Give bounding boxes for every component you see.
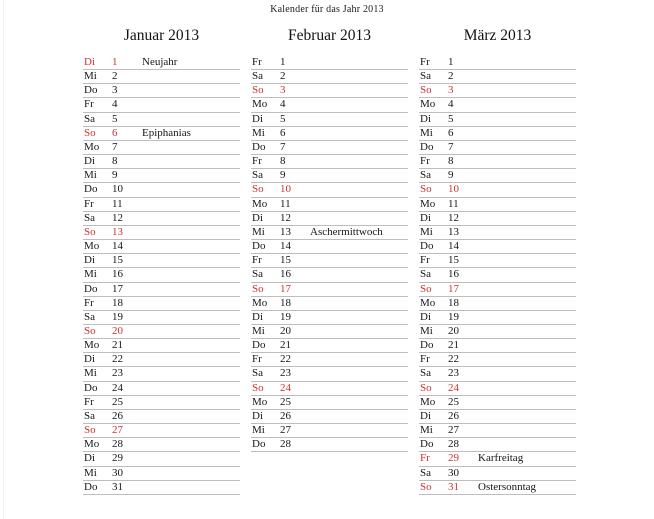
calendar-day-row: [419, 396, 576, 410]
weekday-label: Di: [252, 112, 263, 125]
month-rows: [83, 56, 240, 495]
calendar-day-row: [83, 367, 240, 381]
day-number: 7: [112, 140, 118, 153]
day-number: 10: [112, 183, 123, 196]
calendar-day-row: [83, 467, 240, 481]
day-number: 11: [112, 197, 123, 210]
calendar-day-row: [83, 226, 240, 240]
month-rows: [251, 56, 408, 452]
day-number: 14: [280, 240, 291, 253]
weekday-label: Sa: [84, 211, 95, 224]
weekday-label: Fr: [84, 395, 94, 408]
calendar-day-row: [83, 481, 240, 495]
calendar-day-row: [419, 127, 576, 141]
calendar-day-row: [83, 169, 240, 183]
weekday-label: Fr: [252, 155, 262, 168]
day-number: 28: [448, 438, 459, 451]
weekday-label: So: [420, 480, 432, 493]
day-number: 13: [448, 225, 459, 238]
day-number: 16: [448, 268, 459, 281]
weekday-label: Sa: [420, 367, 431, 380]
weekday-label: Sa: [420, 466, 431, 479]
day-number: 3: [280, 84, 286, 97]
month-title: März 2013: [463, 27, 532, 44]
weekday-label: So: [252, 282, 264, 295]
day-number: 4: [280, 98, 286, 111]
calendar-day-row: [419, 339, 576, 353]
weekday-label: Do: [252, 240, 266, 253]
calendar-day-row: [83, 283, 240, 297]
day-number: 6: [448, 126, 454, 139]
calendar-day-row: [419, 367, 576, 381]
calendar-day-row: [83, 113, 240, 127]
day-number: 12: [112, 211, 123, 224]
day-number: 9: [448, 169, 454, 182]
weekday-label: Mo: [420, 98, 436, 111]
day-number: 22: [448, 353, 459, 366]
day-number: 23: [448, 367, 459, 380]
weekday-label: So: [84, 225, 96, 238]
day-number: 20: [280, 324, 291, 337]
weekday-label: Do: [420, 140, 434, 153]
calendar-day-row: [419, 198, 576, 212]
day-number: 29: [112, 452, 123, 465]
day-number: 11: [280, 197, 291, 210]
calendar-day-row: [83, 311, 240, 325]
day-number: 7: [280, 140, 286, 153]
weekday-label: Mo: [420, 197, 436, 210]
weekday-label: Mo: [420, 296, 436, 309]
weekday-label: Fr: [84, 98, 94, 111]
weekday-label: Mi: [420, 225, 433, 238]
day-number: 19: [280, 310, 291, 323]
weekday-label: Do: [84, 480, 98, 493]
weekday-label: Mi: [252, 126, 265, 139]
weekday-label: Di: [420, 409, 431, 422]
weekday-label: Mi: [84, 268, 97, 281]
day-number: 6: [280, 126, 286, 139]
holiday-label: Neujahr: [142, 56, 178, 68]
calendar-day-row: [251, 339, 408, 353]
weekday-label: Mi: [252, 225, 265, 238]
weekday-label: So: [84, 424, 96, 437]
calendar-day-row: [251, 438, 408, 452]
calendar-day-row: [419, 311, 576, 325]
weekday-label: Di: [84, 56, 95, 68]
day-number: 5: [280, 112, 286, 125]
calendar-day-row: [251, 283, 408, 297]
day-number: 26: [280, 409, 291, 422]
calendar-day-row: [251, 98, 408, 112]
weekday-label: So: [252, 381, 264, 394]
day-number: 27: [280, 424, 291, 437]
day-number: 19: [112, 310, 123, 323]
calendar-day-row: [251, 268, 408, 282]
holiday-label: Karfreitag: [478, 452, 524, 465]
day-number: 17: [112, 282, 123, 295]
calendar-day-row: [251, 424, 408, 438]
weekday-label: Mo: [84, 240, 100, 253]
weekday-label: So: [252, 183, 264, 196]
day-number: 4: [112, 98, 118, 111]
calendar-day-row: [251, 169, 408, 183]
calendar-day-row: [83, 240, 240, 254]
weekday-label: Mi: [84, 70, 97, 83]
day-number: 24: [280, 381, 291, 394]
day-number: 21: [280, 339, 291, 352]
day-number: 21: [112, 339, 123, 352]
day-number: 27: [448, 424, 459, 437]
day-number: 7: [448, 140, 454, 153]
calendar-day-row: [251, 226, 408, 240]
calendar-day-row: [251, 254, 408, 268]
weekday-label: Sa: [84, 409, 95, 422]
weekday-label: Di: [252, 211, 263, 224]
day-number: 29: [448, 452, 459, 465]
calendar-day-row: [83, 268, 240, 282]
calendar-day-row: [83, 84, 240, 98]
day-number: 10: [448, 183, 459, 196]
day-number: 15: [448, 254, 459, 267]
weekday-label: So: [420, 381, 432, 394]
day-number: 8: [112, 155, 118, 168]
calendar-day-row: [419, 353, 576, 367]
weekday-label: Do: [420, 240, 434, 253]
calendar-day-row: [251, 240, 408, 254]
weekday-label: Mo: [252, 197, 268, 210]
weekday-label: Mi: [84, 169, 97, 182]
day-number: 18: [448, 296, 459, 309]
weekday-label: Sa: [420, 70, 431, 83]
calendar-day-row: [251, 141, 408, 155]
day-number: 18: [112, 296, 123, 309]
day-number: 13: [112, 225, 123, 238]
weekday-label: Mo: [252, 395, 268, 408]
month-rows: [419, 56, 576, 495]
day-number: 14: [112, 240, 123, 253]
weekday-label: Do: [252, 140, 266, 153]
calendar-day-row: [419, 325, 576, 339]
weekday-label: Mo: [84, 339, 100, 352]
weekday-label: Sa: [252, 70, 263, 83]
weekday-label: Mo: [252, 98, 268, 111]
weekday-label: Do: [84, 381, 98, 394]
day-number: 23: [280, 367, 291, 380]
weekday-label: Do: [252, 339, 266, 352]
day-number: 1: [280, 56, 286, 68]
calendar-day-row: [419, 283, 576, 297]
calendar-day-row: [251, 382, 408, 396]
month-column: [83, 27, 240, 495]
weekday-label: Do: [84, 183, 98, 196]
day-number: 11: [448, 197, 459, 210]
calendar-day-row: [83, 396, 240, 410]
holiday-label: Ostersonntag: [478, 480, 537, 493]
day-number: 25: [448, 395, 459, 408]
day-number: 2: [280, 70, 286, 83]
weekday-label: Fr: [252, 353, 262, 366]
weekday-label: So: [84, 126, 96, 139]
calendar-day-row: [419, 56, 576, 70]
weekday-label: Mo: [84, 140, 100, 153]
weekday-label: Di: [420, 211, 431, 224]
calendar-day-row: [251, 396, 408, 410]
weekday-label: Di: [84, 452, 95, 465]
day-number: 30: [448, 466, 459, 479]
weekday-label: Mi: [420, 424, 433, 437]
calendar-day-row: [251, 325, 408, 339]
calendar-day-row: [419, 467, 576, 481]
calendar-day-row: [251, 56, 408, 70]
calendar-day-row: [83, 254, 240, 268]
calendar-day-row: [419, 183, 576, 197]
calendar-day-row: [83, 410, 240, 424]
calendar-day-row: [251, 198, 408, 212]
day-number: 12: [280, 211, 291, 224]
day-number: 26: [448, 409, 459, 422]
calendar-day-row: [419, 226, 576, 240]
day-number: 25: [112, 395, 123, 408]
calendar-day-row: [251, 367, 408, 381]
day-number: 1: [112, 56, 118, 68]
calendar-day-row: [419, 141, 576, 155]
weekday-label: So: [84, 324, 96, 337]
calendar-day-row: [419, 452, 576, 466]
weekday-label: Fr: [84, 197, 94, 210]
calendar-day-row: [419, 155, 576, 169]
weekday-label: Fr: [420, 254, 430, 267]
calendar-day-row: [83, 297, 240, 311]
day-number: 6: [112, 126, 118, 139]
day-number: 8: [448, 155, 454, 168]
weekday-label: Mi: [84, 466, 97, 479]
calendar-day-row: [83, 382, 240, 396]
weekday-label: Fr: [420, 56, 430, 68]
day-number: 5: [448, 112, 454, 125]
day-number: 28: [112, 438, 123, 451]
calendar-day-row: [419, 481, 576, 495]
day-number: 20: [448, 324, 459, 337]
day-number: 9: [112, 169, 118, 182]
calendar-day-row: [419, 382, 576, 396]
weekday-label: So: [420, 183, 432, 196]
weekday-label: Sa: [252, 367, 263, 380]
weekday-label: Mo: [84, 438, 100, 451]
weekday-label: Sa: [84, 310, 95, 323]
calendar-day-row: [83, 98, 240, 112]
calendar-day-row: [419, 212, 576, 226]
calendar-day-row: [83, 339, 240, 353]
weekday-label: Mi: [252, 424, 265, 437]
calendar-day-row: [419, 297, 576, 311]
weekday-label: Sa: [84, 112, 95, 125]
calendar-day-row: [419, 169, 576, 183]
calendar-day-row: [251, 410, 408, 424]
calendar-day-row: [83, 198, 240, 212]
day-number: 17: [448, 282, 459, 295]
calendar-day-row: [83, 141, 240, 155]
weekday-label: So: [420, 282, 432, 295]
weekday-label: Do: [84, 282, 98, 295]
calendar-day-row: [419, 268, 576, 282]
calendar-day-row: [83, 155, 240, 169]
holiday-label: Aschermittwoch: [310, 225, 383, 238]
weekday-label: Di: [420, 112, 431, 125]
day-number: 21: [448, 339, 459, 352]
calendar-day-row: [419, 84, 576, 98]
weekday-label: Sa: [252, 169, 263, 182]
day-number: 14: [448, 240, 459, 253]
calendar-day-row: [251, 297, 408, 311]
calendar-day-row: [83, 56, 240, 70]
month-title: Februar 2013: [287, 27, 372, 44]
day-number: 20: [112, 324, 123, 337]
day-number: 10: [280, 183, 291, 196]
day-number: 30: [112, 466, 123, 479]
day-number: 16: [280, 268, 291, 281]
weekday-label: Di: [420, 310, 431, 323]
calendar-day-row: [251, 311, 408, 325]
calendar-day-row: [83, 127, 240, 141]
day-number: 31: [112, 480, 123, 493]
month-column: [419, 27, 576, 495]
calendar-day-row: [419, 410, 576, 424]
day-number: 16: [112, 268, 123, 281]
calendar-day-row: [251, 127, 408, 141]
month-column: [251, 27, 408, 452]
calendar-day-row: [83, 70, 240, 84]
calendar-day-row: [83, 212, 240, 226]
weekday-label: Fr: [84, 296, 94, 309]
weekday-label: Mi: [252, 324, 265, 337]
day-number: 28: [280, 438, 291, 451]
calendar-day-row: [419, 240, 576, 254]
weekday-label: Fr: [420, 353, 430, 366]
day-number: 9: [280, 169, 286, 182]
day-number: 17: [280, 282, 291, 295]
weekday-label: Mo: [252, 296, 268, 309]
calendar-day-row: [251, 212, 408, 226]
calendar-day-row: [251, 155, 408, 169]
weekday-label: Do: [420, 438, 434, 451]
weekday-label: Di: [84, 155, 95, 168]
calendar-day-row: [83, 438, 240, 452]
weekday-label: Fr: [252, 56, 262, 68]
weekday-label: Di: [84, 254, 95, 267]
calendar-day-row: [83, 325, 240, 339]
day-number: 26: [112, 409, 123, 422]
calendar-day-row: [83, 424, 240, 438]
day-number: 18: [280, 296, 291, 309]
calendar-day-row: [83, 353, 240, 367]
weekday-label: Sa: [252, 268, 263, 281]
day-number: 1: [448, 56, 454, 68]
day-number: 15: [112, 254, 123, 267]
weekday-label: Di: [252, 409, 263, 422]
day-number: 4: [448, 98, 454, 111]
calendar-day-row: [419, 424, 576, 438]
weekday-label: Sa: [420, 169, 431, 182]
day-number: 19: [448, 310, 459, 323]
calendar-day-row: [251, 113, 408, 127]
weekday-label: Mi: [84, 367, 97, 380]
day-number: 24: [112, 381, 123, 394]
calendar-day-row: [419, 254, 576, 268]
weekday-label: Mo: [420, 395, 436, 408]
calendar-day-row: [251, 183, 408, 197]
day-number: 22: [280, 353, 291, 366]
calendar-day-row: [251, 353, 408, 367]
day-number: 3: [112, 84, 118, 97]
day-number: 22: [112, 353, 123, 366]
day-number: 8: [280, 155, 286, 168]
weekday-label: Di: [84, 353, 95, 366]
calendar-day-row: [251, 70, 408, 84]
calendar-day-row: [251, 84, 408, 98]
page-title: Kalender für das Jahr 2013: [270, 4, 384, 15]
day-number: 27: [112, 424, 123, 437]
weekday-label: Di: [252, 310, 263, 323]
calendar-day-row: [83, 183, 240, 197]
day-number: 12: [448, 211, 459, 224]
weekday-label: Fr: [252, 254, 262, 267]
weekday-label: Mi: [420, 324, 433, 337]
day-number: 24: [448, 381, 459, 394]
day-number: 25: [280, 395, 291, 408]
weekday-label: Do: [420, 339, 434, 352]
weekday-label: Do: [84, 84, 98, 97]
day-number: 3: [448, 84, 454, 97]
month-title: Januar 2013: [123, 27, 200, 44]
weekday-label: Mi: [420, 126, 433, 139]
weekday-label: Sa: [420, 268, 431, 281]
weekday-label: Do: [252, 438, 266, 451]
weekday-label: Fr: [420, 155, 430, 168]
day-number: 31: [448, 480, 459, 493]
day-number: 5: [112, 112, 118, 125]
day-number: 2: [112, 70, 118, 83]
calendar-day-row: [419, 438, 576, 452]
day-number: 15: [280, 254, 291, 267]
calendar-day-row: [419, 98, 576, 112]
calendar-day-row: [83, 452, 240, 466]
day-number: 2: [448, 70, 454, 83]
day-number: 23: [112, 367, 123, 380]
weekday-label: So: [252, 84, 264, 97]
calendar-day-row: [419, 70, 576, 84]
calendar-day-row: [419, 113, 576, 127]
day-number: 13: [280, 225, 291, 238]
weekday-label: Fr: [420, 452, 430, 465]
holiday-label: Epiphanias: [142, 126, 191, 139]
weekday-label: So: [420, 84, 432, 97]
